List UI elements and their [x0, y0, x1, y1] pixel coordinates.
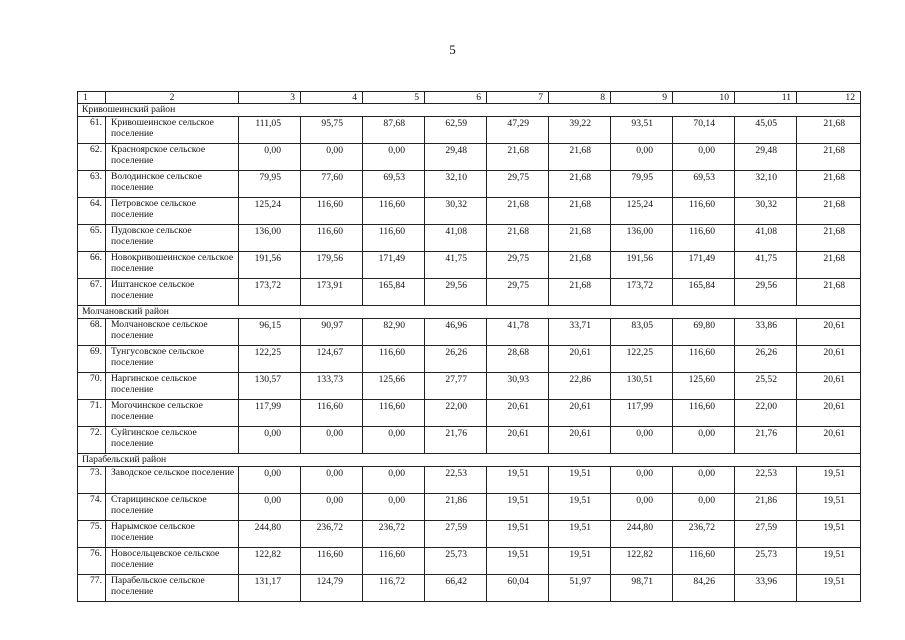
row-number: 61.: [78, 117, 106, 144]
value-cell: 0,00: [239, 494, 301, 521]
value-cell: 79,95: [239, 171, 301, 198]
value-cell: 20,61: [487, 400, 549, 427]
table-row: [78, 198, 861, 225]
value-cell: 21,68: [549, 198, 611, 225]
value-cell: 173,91: [301, 279, 363, 306]
value-cell: 19,51: [797, 575, 861, 602]
value-cell: 0,00: [301, 427, 363, 454]
value-cell: 236,72: [673, 521, 735, 548]
value-cell: 0,00: [673, 144, 735, 171]
row-number: 72.: [78, 427, 106, 454]
row-number: 67.: [78, 279, 106, 306]
value-cell: 25,73: [425, 548, 487, 575]
value-cell: 165,84: [673, 279, 735, 306]
value-cell: 111,05: [239, 117, 301, 144]
table-row: [78, 319, 861, 346]
value-cell: 116,60: [673, 346, 735, 373]
row-number: 69.: [78, 346, 106, 373]
value-cell: 27,77: [425, 373, 487, 400]
row-number: 63.: [78, 171, 106, 198]
value-cell: 116,60: [301, 548, 363, 575]
value-cell: 0,00: [301, 144, 363, 171]
settlement-name: Новокривошеинское сельское поселение: [106, 252, 239, 279]
value-cell: 32,10: [735, 171, 797, 198]
value-cell: 46,96: [425, 319, 487, 346]
value-cell: 29,48: [425, 144, 487, 171]
value-cell: 116,60: [673, 225, 735, 252]
value-cell: 28,68: [487, 346, 549, 373]
settlement-name: Петровское сельское поселение: [106, 198, 239, 225]
value-cell: 21,68: [797, 171, 861, 198]
table-row: [78, 252, 861, 279]
value-cell: 19,51: [487, 467, 549, 494]
value-cell: 93,51: [611, 117, 673, 144]
value-cell: 30,32: [735, 198, 797, 225]
value-cell: 165,84: [363, 279, 425, 306]
value-cell: 21,68: [797, 225, 861, 252]
value-cell: 47,29: [487, 117, 549, 144]
settlement-name: Заводское сельское поселение: [106, 467, 239, 494]
value-cell: 30,93: [487, 373, 549, 400]
value-cell: 19,51: [487, 548, 549, 575]
table-row: [78, 346, 861, 373]
value-cell: 84,26: [673, 575, 735, 602]
value-cell: 29,56: [735, 279, 797, 306]
table-row: [78, 144, 861, 171]
value-cell: 41,08: [425, 225, 487, 252]
column-header: 8: [549, 92, 611, 104]
value-cell: 29,75: [487, 252, 549, 279]
settlement-name: Могочинское сельское поселение: [106, 400, 239, 427]
value-cell: 0,00: [611, 467, 673, 494]
value-cell: 20,61: [797, 319, 861, 346]
settlement-name: Новосельцевское сельское поселение: [106, 548, 239, 575]
value-cell: 116,60: [301, 400, 363, 427]
value-cell: 136,00: [239, 225, 301, 252]
value-cell: 22,00: [425, 400, 487, 427]
row-number: 65.: [78, 225, 106, 252]
value-cell: 19,51: [549, 467, 611, 494]
table-row: [78, 548, 861, 575]
column-header: 2: [106, 92, 239, 104]
table-row: [78, 225, 861, 252]
value-cell: 0,00: [363, 494, 425, 521]
value-cell: 19,51: [797, 548, 861, 575]
value-cell: 96,15: [239, 319, 301, 346]
row-number: 77.: [78, 575, 106, 602]
value-cell: 30,32: [425, 198, 487, 225]
district-row: [78, 306, 861, 319]
value-cell: 27,59: [735, 521, 797, 548]
table-body: [78, 92, 861, 602]
value-cell: 21,76: [425, 427, 487, 454]
district-row: [78, 454, 861, 467]
value-cell: 19,51: [549, 548, 611, 575]
value-cell: 90,97: [301, 319, 363, 346]
value-cell: 39,22: [549, 117, 611, 144]
value-cell: 70,14: [673, 117, 735, 144]
table-row: [78, 171, 861, 198]
value-cell: 116,60: [363, 400, 425, 427]
column-header: 12: [797, 92, 861, 104]
value-cell: 19,51: [549, 521, 611, 548]
value-cell: 0,00: [611, 494, 673, 521]
value-cell: 69,80: [673, 319, 735, 346]
value-cell: 0,00: [239, 427, 301, 454]
value-cell: 0,00: [363, 427, 425, 454]
value-cell: 26,26: [735, 346, 797, 373]
value-cell: 41,75: [735, 252, 797, 279]
value-cell: 116,60: [673, 198, 735, 225]
value-cell: 20,61: [549, 427, 611, 454]
value-cell: 191,56: [611, 252, 673, 279]
settlement-name: Иштанское сельское поселение: [106, 279, 239, 306]
value-cell: 0,00: [301, 494, 363, 521]
value-cell: 0,00: [301, 467, 363, 494]
value-cell: 0,00: [363, 467, 425, 494]
table-row: [78, 427, 861, 454]
value-cell: 125,24: [239, 198, 301, 225]
row-number: 64.: [78, 198, 106, 225]
value-cell: 79,95: [611, 171, 673, 198]
value-cell: 20,61: [797, 400, 861, 427]
value-cell: 20,61: [797, 427, 861, 454]
value-cell: 244,80: [239, 521, 301, 548]
value-cell: 0,00: [611, 427, 673, 454]
value-cell: 122,82: [611, 548, 673, 575]
row-number: 73.: [78, 467, 106, 494]
value-cell: 130,51: [611, 373, 673, 400]
value-cell: 51,97: [549, 575, 611, 602]
value-cell: 173,72: [611, 279, 673, 306]
value-cell: 116,60: [363, 225, 425, 252]
value-cell: 32,10: [425, 171, 487, 198]
value-cell: 116,60: [363, 346, 425, 373]
value-cell: 116,60: [363, 548, 425, 575]
value-cell: 33,96: [735, 575, 797, 602]
value-cell: 19,51: [797, 467, 861, 494]
value-cell: 22,00: [735, 400, 797, 427]
table-row: [78, 575, 861, 602]
value-cell: 19,51: [487, 521, 549, 548]
value-cell: 244,80: [611, 521, 673, 548]
value-cell: 22,86: [549, 373, 611, 400]
row-number: 71.: [78, 400, 106, 427]
value-cell: 21,68: [797, 198, 861, 225]
value-cell: 60,04: [487, 575, 549, 602]
settlement-name: Парабельское сельское поселение: [106, 575, 239, 602]
value-cell: 62,59: [425, 117, 487, 144]
value-cell: 19,51: [797, 494, 861, 521]
value-cell: 19,51: [549, 494, 611, 521]
value-cell: 25,73: [735, 548, 797, 575]
district-row: [78, 104, 861, 117]
value-cell: 69,53: [363, 171, 425, 198]
value-cell: 179,56: [301, 252, 363, 279]
value-cell: 171,49: [363, 252, 425, 279]
value-cell: 191,56: [239, 252, 301, 279]
column-header: 6: [425, 92, 487, 104]
value-cell: 171,49: [673, 252, 735, 279]
settlement-name: Молчановское сельское поселение: [106, 319, 239, 346]
value-cell: 21,68: [797, 279, 861, 306]
value-cell: 116,60: [673, 400, 735, 427]
value-cell: 21,68: [549, 144, 611, 171]
row-number: 66.: [78, 252, 106, 279]
value-cell: 122,25: [611, 346, 673, 373]
table-row: [78, 279, 861, 306]
value-cell: 19,51: [487, 494, 549, 521]
value-cell: 21,76: [735, 427, 797, 454]
value-cell: 20,61: [549, 400, 611, 427]
value-cell: 116,72: [363, 575, 425, 602]
table-row: [78, 373, 861, 400]
value-cell: 25,52: [735, 373, 797, 400]
column-header: 11: [735, 92, 797, 104]
value-cell: 29,75: [487, 171, 549, 198]
value-cell: 20,61: [797, 346, 861, 373]
value-cell: 33,86: [735, 319, 797, 346]
value-cell: 69,53: [673, 171, 735, 198]
table-row: [78, 117, 861, 144]
table-row: [78, 521, 861, 548]
value-cell: 117,99: [239, 400, 301, 427]
value-cell: 21,86: [425, 494, 487, 521]
value-cell: 21,68: [549, 225, 611, 252]
value-cell: 77,60: [301, 171, 363, 198]
value-cell: 20,61: [549, 346, 611, 373]
value-cell: 29,75: [487, 279, 549, 306]
value-cell: 21,68: [797, 252, 861, 279]
row-number: 68.: [78, 319, 106, 346]
value-cell: 124,67: [301, 346, 363, 373]
value-cell: 122,82: [239, 548, 301, 575]
value-cell: 124,79: [301, 575, 363, 602]
value-cell: 83,05: [611, 319, 673, 346]
district-name: Парабельский район: [78, 454, 861, 467]
settlement-name: Володинское сельское поселение: [106, 171, 239, 198]
value-cell: 136,00: [611, 225, 673, 252]
value-cell: 125,66: [363, 373, 425, 400]
row-number: 70.: [78, 373, 106, 400]
value-cell: 19,51: [797, 521, 861, 548]
value-cell: 0,00: [239, 467, 301, 494]
value-cell: 122,25: [239, 346, 301, 373]
value-cell: 21,86: [735, 494, 797, 521]
value-cell: 21,68: [487, 225, 549, 252]
value-cell: 21,68: [487, 144, 549, 171]
table-row: [78, 467, 861, 494]
value-cell: 21,68: [797, 144, 861, 171]
settlement-name: Старицинское сельское поселение: [106, 494, 239, 521]
row-number: 74.: [78, 494, 106, 521]
column-header: 10: [673, 92, 735, 104]
value-cell: 41,08: [735, 225, 797, 252]
value-cell: 130,57: [239, 373, 301, 400]
settlement-name: Суйгинское сельское поселение: [106, 427, 239, 454]
value-cell: 0,00: [611, 144, 673, 171]
value-cell: 22,53: [735, 467, 797, 494]
value-cell: 29,56: [425, 279, 487, 306]
district-name: Молчановский район: [78, 306, 861, 319]
value-cell: 41,78: [487, 319, 549, 346]
column-header: 9: [611, 92, 673, 104]
settlement-name: Наргинское сельское поселение: [106, 373, 239, 400]
value-cell: 21,68: [549, 252, 611, 279]
value-cell: 0,00: [363, 144, 425, 171]
value-cell: 20,61: [797, 373, 861, 400]
value-cell: 125,60: [673, 373, 735, 400]
value-cell: 116,60: [301, 198, 363, 225]
settlement-name: Пудовское сельское поселение: [106, 225, 239, 252]
column-header: 7: [487, 92, 549, 104]
value-cell: 87,68: [363, 117, 425, 144]
column-header-row: [78, 92, 861, 104]
value-cell: 82,90: [363, 319, 425, 346]
value-cell: 26,26: [425, 346, 487, 373]
settlement-name: Красноярское сельское поселение: [106, 144, 239, 171]
value-cell: 27,59: [425, 521, 487, 548]
value-cell: 95,75: [301, 117, 363, 144]
value-cell: 22,53: [425, 467, 487, 494]
value-cell: 125,24: [611, 198, 673, 225]
settlement-name: Нарымское сельское поселение: [106, 521, 239, 548]
column-header: 5: [363, 92, 425, 104]
value-cell: 29,48: [735, 144, 797, 171]
value-cell: 21,68: [549, 171, 611, 198]
value-cell: 66,42: [425, 575, 487, 602]
value-cell: 21,68: [549, 279, 611, 306]
value-cell: 0,00: [673, 427, 735, 454]
data-table: [77, 91, 861, 602]
value-cell: 45,05: [735, 117, 797, 144]
value-cell: 41,75: [425, 252, 487, 279]
value-cell: 21,68: [487, 198, 549, 225]
value-cell: 116,60: [673, 548, 735, 575]
page-number: 5: [449, 42, 456, 57]
column-header: 3: [239, 92, 301, 104]
value-cell: 0,00: [239, 144, 301, 171]
value-cell: 21,68: [797, 117, 861, 144]
row-number: 76.: [78, 548, 106, 575]
value-cell: 0,00: [673, 494, 735, 521]
value-cell: 0,00: [673, 467, 735, 494]
value-cell: 236,72: [363, 521, 425, 548]
settlement-name: Кривошеинское сельское поселение: [106, 117, 239, 144]
value-cell: 133,73: [301, 373, 363, 400]
row-number: 62.: [78, 144, 106, 171]
table-row: [78, 400, 861, 427]
value-cell: 117,99: [611, 400, 673, 427]
settlement-name: Тунгусовское сельское поселение: [106, 346, 239, 373]
column-header: 4: [301, 92, 363, 104]
value-cell: 33,71: [549, 319, 611, 346]
value-cell: 116,60: [363, 198, 425, 225]
column-header: 1: [78, 92, 106, 104]
table-row: [78, 494, 861, 521]
value-cell: 131,17: [239, 575, 301, 602]
value-cell: 98,71: [611, 575, 673, 602]
value-cell: 236,72: [301, 521, 363, 548]
value-cell: 20,61: [487, 427, 549, 454]
value-cell: 116,60: [301, 225, 363, 252]
row-number: 75.: [78, 521, 106, 548]
value-cell: 173,72: [239, 279, 301, 306]
district-name: Кривошеинский район: [78, 104, 861, 117]
